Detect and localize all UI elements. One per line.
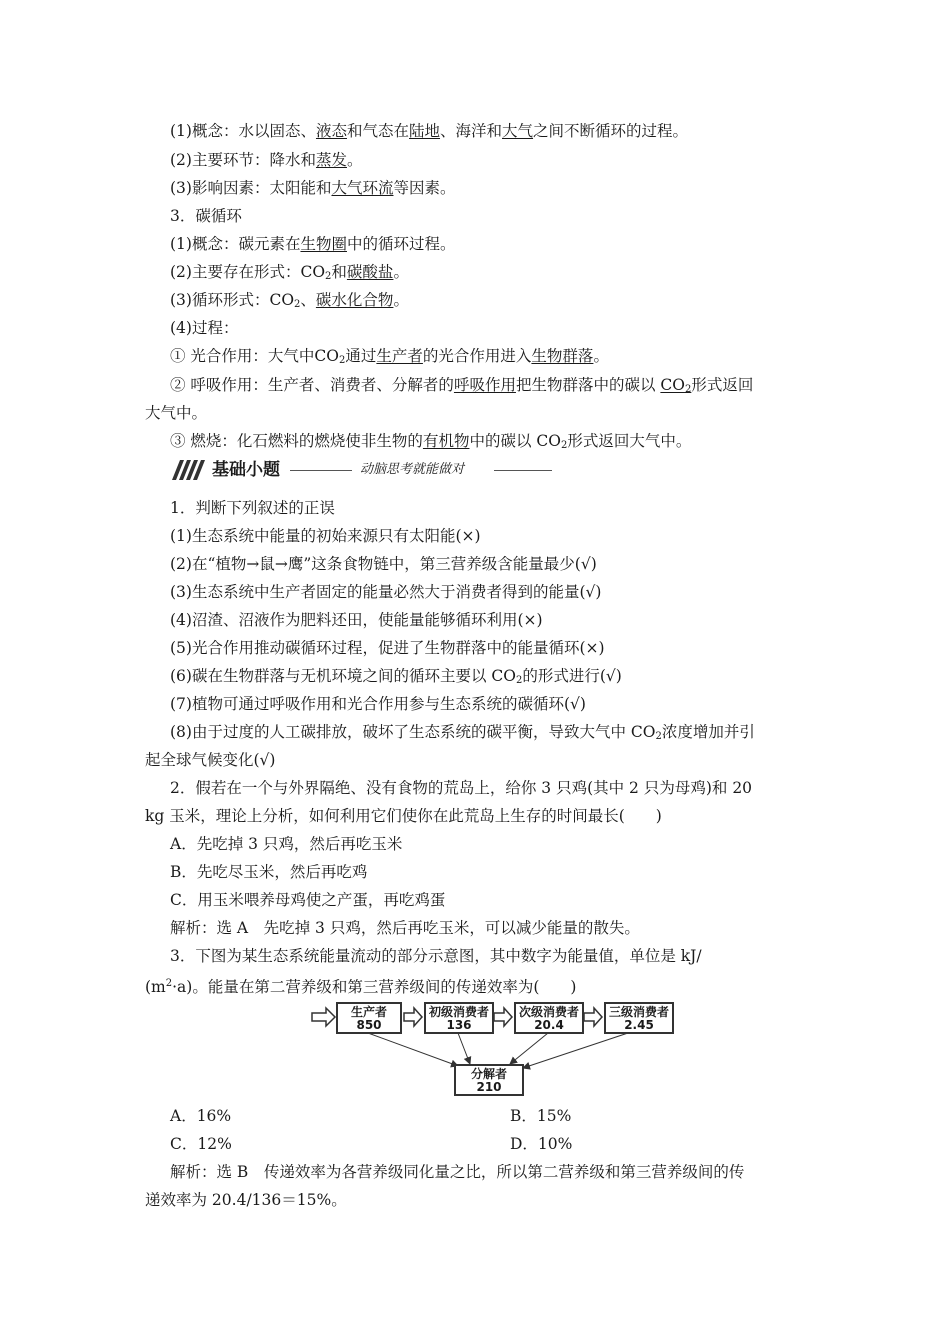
node-primary-consumer: 初级消费者 136 xyxy=(424,1002,494,1034)
energy-flow-diagram xyxy=(308,1000,678,1098)
carbon-cycle-burning: ③ 燃烧：化石燃料的燃烧使非生物的有机物中的碳以 $CO_2$形式返回大气中。 xyxy=(170,432,692,451)
q3-analysis: 解析：选 B 传递效率为各营养级同化量之比，所以第二营养级和第三营养级间的传 xyxy=(170,1163,745,1181)
q2-option-b: B．先吃尽玉米，然后再吃鸡 xyxy=(170,863,368,881)
flow-arrow-icon xyxy=(494,1008,512,1026)
decomposer-arrow xyxy=(458,1033,470,1064)
q1-item-2: (2)在“植物→鼠→鹰”这条食物链中，第三营养级含能量最少(√) xyxy=(170,555,597,573)
input-arrow-icon xyxy=(312,1008,335,1026)
q1-item-7: (7)植物可通过呼吸作用和光合作用参与生态系统的碳循环(√) xyxy=(170,695,586,713)
node-producer: 生产者 850 xyxy=(336,1002,402,1034)
q2-stem-cont: kg 玉米，理论上分析，如何利用它们使你在此荒岛上生存的时间最长( ) xyxy=(145,807,662,825)
banner-subtitle: 动脑思考就能做对 xyxy=(360,462,465,477)
q1-item-8-cont: 起全球气候变化(√) xyxy=(145,751,276,769)
q2-stem: 2．假若在一个与外界隔绝、没有食物的荒岛上，给你 3 只鸡(其中 2 只为母鸡)和 20 xyxy=(170,779,753,797)
carbon-cycle-cycle-forms: (3)循环形式：$CO_2$、碳水化合物。 xyxy=(170,291,409,310)
carbon-cycle-heading: 3．碳循环 xyxy=(170,207,242,225)
q2-analysis: 解析：选 A 先吃掉 3 只鸡，然后再吃玉米，可以减少能量的散失。 xyxy=(170,919,640,937)
stripes-icon xyxy=(172,460,206,480)
node-secondary-consumer: 次级消费者 20.4 xyxy=(514,1002,584,1034)
q3-stem-cont: $(m^2\cdot a)$。能量在第二营养级和第三营养级间的传递效率为( ) xyxy=(145,978,577,997)
node-decomposer: 分解者 210 xyxy=(454,1064,524,1096)
q1-item-4: (4)沼渣、沼液作为肥料还田，使能量能够循环利用(×) xyxy=(170,611,543,629)
q3-option-c: C．12% xyxy=(170,1135,232,1153)
banner-rule-right xyxy=(494,470,552,471)
carbon-cycle-concept: (1)概念：碳元素在生物圈中的循环过程。 xyxy=(170,235,456,253)
q1-item-1: (1)生态系统中能量的初始来源只有太阳能(×) xyxy=(170,527,481,545)
section-banner xyxy=(172,457,562,483)
q2-option-a: A．先吃掉 3 只鸡，然后再吃玉米 xyxy=(170,835,403,853)
banner-rule-left xyxy=(290,470,352,471)
water-cycle-links: (2)主要环节：降水和蒸发。 xyxy=(170,151,363,169)
q1-item-5: (5)光合作用推动碳循环过程，促进了生物群落中的能量循环(×) xyxy=(170,639,605,657)
decomposer-arrow xyxy=(510,1033,548,1064)
carbon-cycle-respiration: ② 呼吸作用：生产者、消费者、分解者的呼吸作用把生物群落中的碳以 $CO_2$形式返回 xyxy=(170,376,754,395)
q1-item-6: (6)碳在生物群落与无机环境之间的循环主要以 $CO_2$的形式进行(√) xyxy=(170,667,622,686)
decomposer-arrow xyxy=(523,1033,628,1068)
q3-option-d: D．10% xyxy=(510,1135,573,1153)
flow-arrow-icon xyxy=(584,1008,602,1026)
q2-option-c: C．用玉米喂养母鸡使之产蛋，再吃鸡蛋 xyxy=(170,891,446,909)
q1-item-8: (8)由于过度的人工碳排放，破坏了生态系统的碳平衡，导致大气中 $CO_2$浓度增加并引 xyxy=(170,723,755,742)
q1-stem: 1．判断下列叙述的正误 xyxy=(170,499,335,517)
water-cycle-factors: (3)影响因素：太阳能和大气环流等因素。 xyxy=(170,179,456,197)
carbon-cycle-respiration-cont: 大气中。 xyxy=(145,404,208,422)
carbon-cycle-forms: (2)主要存在形式：$CO_2$和碳酸盐。 xyxy=(170,263,409,282)
carbon-cycle-photosynthesis: ① 光合作用：大气中$CO_2$通过生产者的光合作用进入生物群落。 xyxy=(170,347,609,366)
q3-option-a: A．16% xyxy=(170,1107,232,1125)
q3-stem: 3．下图为某生态系统能量流动的部分示意图，其中数字为能量值，单位是 kJ/ xyxy=(170,947,702,965)
decomposer-arrow xyxy=(368,1033,458,1066)
banner-title: 基础小题 xyxy=(212,460,280,480)
carbon-cycle-process: (4)过程： xyxy=(170,319,239,337)
q3-option-b: B．15% xyxy=(510,1107,572,1125)
q3-analysis-cont: 递效率为 20.4/136＝15%。 xyxy=(145,1191,347,1209)
flow-arrow-icon xyxy=(404,1008,422,1026)
q1-item-3: (3)生态系统中生产者固定的能量必然大于消费者得到的能量(√) xyxy=(170,583,602,601)
water-cycle-concept: (1)概念：水以固态、液态和气态在陆地、海洋和大气之间不断循环的过程。 xyxy=(170,122,689,140)
node-tertiary-consumer: 三级消费者 2.45 xyxy=(604,1002,674,1034)
